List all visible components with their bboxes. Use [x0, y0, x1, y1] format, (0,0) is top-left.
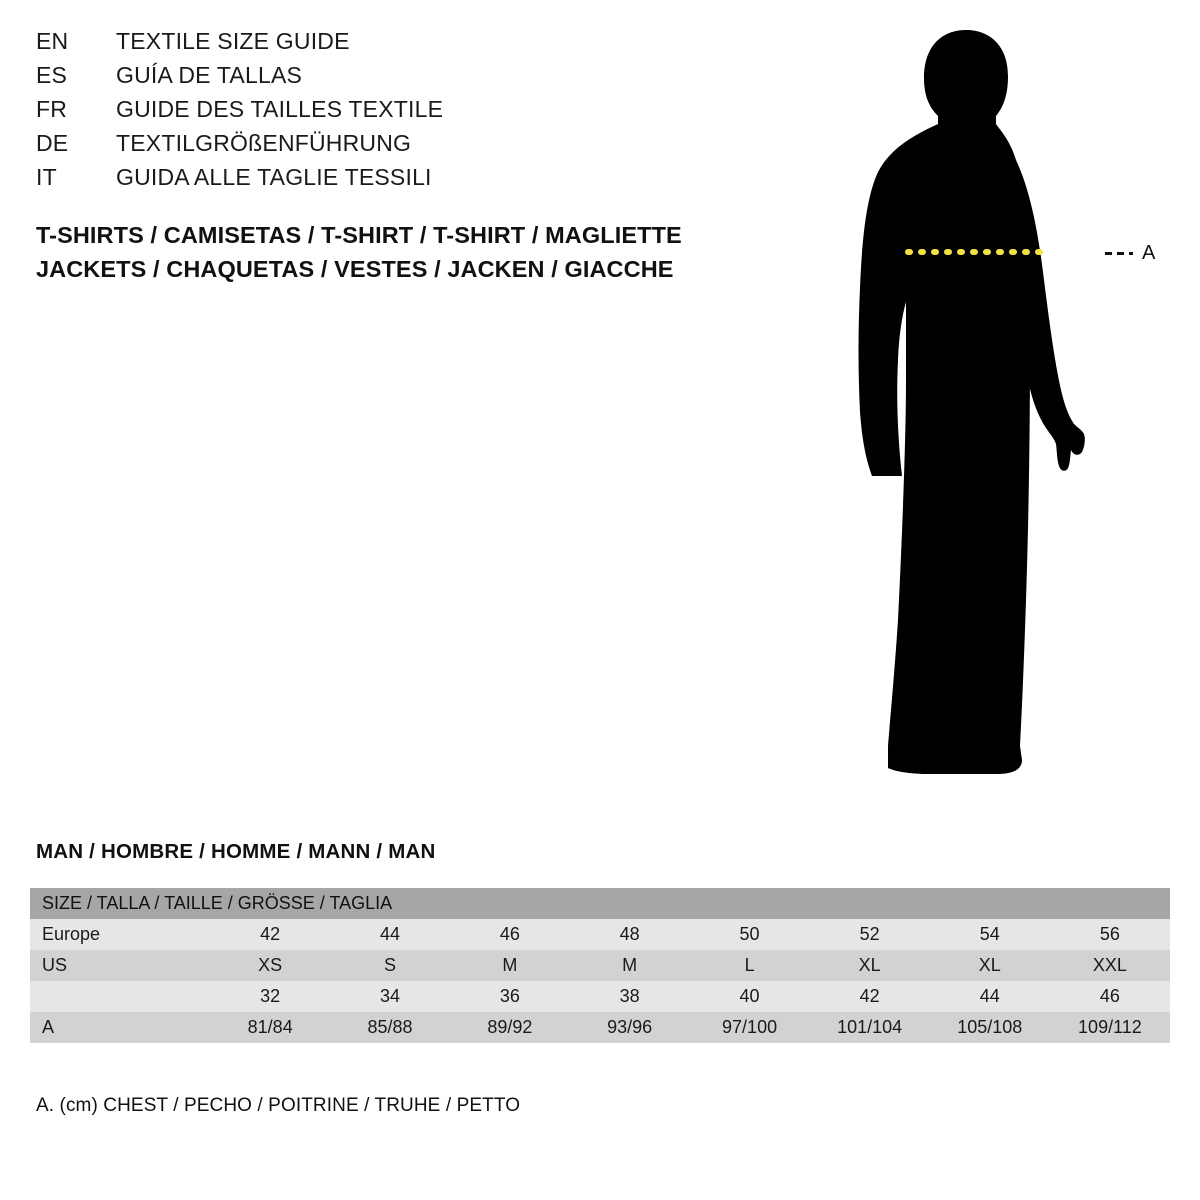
cell: 105/108 [930, 1012, 1050, 1043]
language-code: IT [36, 164, 57, 190]
cell: 42 [810, 981, 930, 1012]
cell: 52 [810, 919, 930, 950]
cell: 89/92 [450, 1012, 570, 1043]
cell: 50 [690, 919, 810, 950]
language-row [36, 62, 736, 96]
cell: M [450, 950, 570, 981]
language-code: FR [36, 96, 68, 122]
cell: 32 [210, 981, 330, 1012]
table-header-row [30, 888, 1170, 919]
cell: XL [810, 950, 930, 981]
cell: 36 [450, 981, 570, 1012]
measure-label-a: A [1142, 242, 1156, 264]
measurement-footnote: A. (cm) CHEST / PECHO / POITRINE / TRUHE / PETTO [36, 1095, 521, 1116]
language-title: GUÍA DE TALLAS [116, 62, 303, 88]
garment-type-block [36, 218, 796, 286]
cell: 44 [330, 919, 450, 950]
body-silhouette-figure [820, 20, 1180, 780]
cell: 85/88 [330, 1012, 450, 1043]
table-row [30, 950, 1170, 981]
cell: 54 [930, 919, 1050, 950]
cell: 101/104 [810, 1012, 930, 1043]
language-title: GUIDA ALLE TAGLIE TESSILI [116, 164, 432, 190]
language-code: ES [36, 62, 68, 88]
cell: 46 [1050, 981, 1170, 1012]
language-row [36, 96, 736, 130]
cell: 38 [570, 981, 690, 1012]
language-code: EN [36, 28, 69, 54]
cell: 56 [1050, 919, 1170, 950]
cell: 109/112 [1050, 1012, 1170, 1043]
language-row [36, 28, 736, 62]
measure-leader-line [1105, 252, 1133, 255]
row-label: Europe [30, 919, 210, 950]
cell: 81/84 [210, 1012, 330, 1043]
language-row [36, 130, 736, 164]
cell: 46 [450, 919, 570, 950]
language-title-block [36, 28, 736, 198]
cell: M [570, 950, 690, 981]
cell: 40 [690, 981, 810, 1012]
cell: 44 [930, 981, 1050, 1012]
table-row [30, 981, 1170, 1012]
language-title: TEXTILGRÖßENFÜHRUNG [116, 130, 412, 156]
language-row [36, 164, 736, 198]
table-section-title: MAN / HOMBRE / HOMME / MANN / MAN [36, 840, 436, 863]
cell: 48 [570, 919, 690, 950]
language-title: GUIDE DES TAILLES TEXTILE [116, 96, 444, 122]
cell: 93/96 [570, 1012, 690, 1043]
silhouette-svg [820, 20, 1180, 780]
table-row [30, 919, 1170, 950]
cell: 42 [210, 919, 330, 950]
cell: 34 [330, 981, 450, 1012]
cell: L [690, 950, 810, 981]
language-title: TEXTILE SIZE GUIDE [116, 28, 350, 54]
row-label [30, 981, 210, 1012]
table-row [30, 1012, 1170, 1043]
table-header-label: SIZE / TALLA / TAILLE / GRÖSSE / TAGLIA [30, 888, 1170, 919]
cell: 97/100 [690, 1012, 810, 1043]
garment-line-jackets: JACKETS / CHAQUETAS / VESTES / JACKEN / GIACCHE [36, 256, 674, 282]
cell: XL [930, 950, 1050, 981]
cell: S [330, 950, 450, 981]
garment-line-tshirts: T-SHIRTS / CAMISETAS / T-SHIRT / T-SHIRT / MAGLIETTE [36, 222, 682, 248]
row-label: A [30, 1012, 210, 1043]
size-table [30, 888, 1170, 1043]
row-label: US [30, 950, 210, 981]
language-code: DE [36, 130, 69, 156]
cell: XS [210, 950, 330, 981]
cell: XXL [1050, 950, 1170, 981]
